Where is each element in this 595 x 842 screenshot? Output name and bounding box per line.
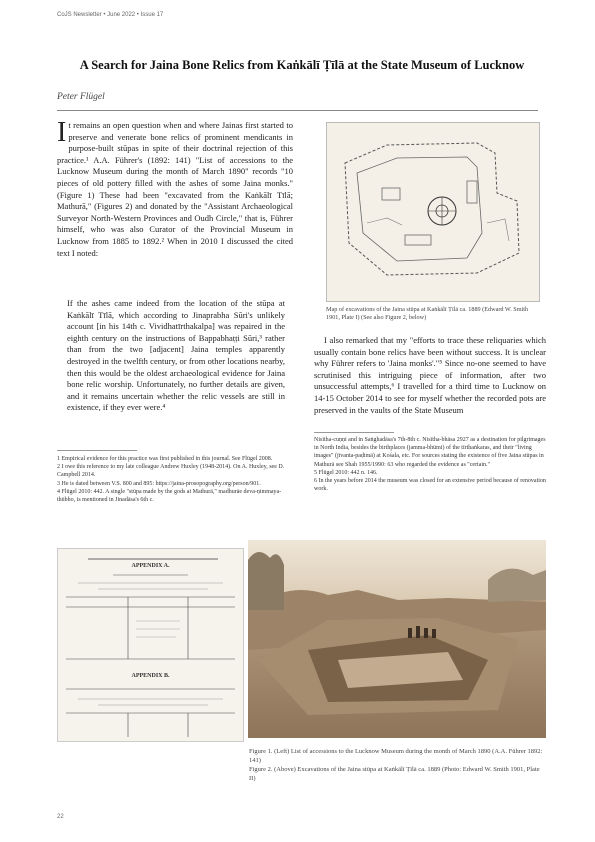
footnote-rule-left: [57, 450, 137, 451]
footnote-4-continued: Nisītha-cuṇṇi and in Saṅghadāsa's 7th-8th c. Nisītha-bhāsa 2927 as a destination for pilgrimages in North India, besides the birthplaces (jamma-bhūmi) of the tīrthaṅkaras, and their "living images" (jīvanta-paḍimā) at Kośala, etc. For sources stating the existence of five Jaina stūpas in Mathurā see Shah 1955/1990: 63 who regarded the evidence as "certain.": [314, 437, 546, 468]
body-column-right: [314, 335, 546, 416]
footnote-3: 3 He is dated between V.S. 800 and 895: https://jaina-prosopography.org/person/901.: [57, 480, 261, 487]
figure-captions: [249, 747, 545, 783]
excavation-photo: [248, 540, 546, 738]
footnote-6: 6 In the years before 2014 the museum was closed for an extensive period because of renovation work.: [314, 478, 546, 493]
appendix-a-heading: APPENDIX A.: [131, 563, 170, 569]
accessions-list-scan: [58, 549, 243, 741]
accessions-list-figure: [57, 548, 244, 742]
excavation-map-figure: [326, 122, 540, 302]
excavation-map-drawing: [327, 123, 539, 301]
footnote-4: 4 Flügel 2010: 442. A single "stūpa made by the gods at Mathurā," madhurāe deva-ṇimmaya-thūbho, is mentioned in Jinadāsa's 6th c.: [57, 488, 282, 504]
appendix-b-heading: APPENDIX B.: [131, 673, 170, 679]
footnote-rule-right: [314, 432, 394, 433]
footnote-5: 5 Flügel 2010: 442 n. 146.: [314, 469, 378, 476]
block-quote: If the ashes came indeed from the location of the stūpa at Kaṅkālī Tīlā, which according to Jinaprabha Sūri's unlikely account [in his 14th c. Vividhatīrthakalpa] was repaired in the eighth century on the instructions of Bappabhaṭṭi Sūri,³ rather than from the two [adjacent] Jaina temples apparently destroyed in the twelfth century, or from other locations nearby, then this would be the oldest archaeological evidence for Jaina bone relic worship. Unfortunately, no further details are given, and it remains uncertain whether the relic vessels are still in existence, if they ever were.⁴: [67, 298, 285, 413]
footnotes-right: [314, 436, 546, 493]
footnote-1: 1 Empirical evidence for this practice was first published in this journal. See Flügel 2008.: [57, 456, 273, 462]
figure-1-caption: Figure 1. (Left) List of accessions to the Lucknow Museum during the month of March 1890 (A.A. Führer 1892: 141): [249, 748, 543, 764]
title-rule: [57, 110, 538, 111]
footnote-2: 2 I owe this reference to my late colleague Andrew Huxley (1948-2014). On A. Huxley, see D. Campbell 2014.: [57, 464, 285, 479]
figure-2-caption: Figure 2. (Above) Excavations of the Jaina stūpa at Kaṅkālī Ṭīlā ca. 1889 (Photo: Edward W. Smith 1901, Plate II): [249, 766, 540, 782]
excavation-photo-image: [248, 540, 546, 738]
author-name: Peter Flügel: [57, 92, 105, 102]
running-header: CoJS Newsletter • June 2022 • Issue 17: [57, 12, 164, 18]
article-title: A Search for Jaina Bone Relics from Kaṅkālī Ṭīlā at the State Museum of Lucknow: [79, 58, 525, 72]
footnotes-left: [57, 455, 293, 504]
body-column-left: [57, 117, 293, 259]
body-paragraph-2: I also remarked that my "efforts to trace these reliquaries which usually contain bone relics have been without success. It is unclear why Führer refers to 'Jaina monks'."⁵ Since no-one seemed to have scrutinised this intriguing piece of information, after two unsuccessful attempts,⁶ I travelled for a third time to Lucknow on 14-15 October 2014 to see for myself whether the recorded pots are preserved in the vaults of the State Museum: [314, 335, 546, 415]
map-caption: Map of excavations of the Jaina stūpa at Kaṅkālī Ṭīlā ca. 1889 (Edward W. Smith 1901, Plate I) (See also Figure 2, below): [326, 306, 529, 322]
drop-cap: I: [57, 117, 67, 148]
page-number: 22: [57, 814, 64, 820]
body-paragraph-1: t remains an open question when and where Jainas first started to preserve and venerate bone relics of prominent mendicants in purpose-built stūpas in spite of their doctrinal rejection of this practice.¹ A.A. Führer's (1892: 141) "List of accessions to the Lucknow Museum during the month of March 1890" records "10 pieces of old pottery filled with the ashes of some Jaina monks." (Figure 1) These had been "excavated from the Kaṅkālī Tīlā; Mathurā," (Figures 2) and donated by the "Assistant Archaeological Surveyor North-Western Provinces and Oudh Circle," that is, Führer himself, who was also Curator of the Provincial Museum in Lucknow from 1885 to 1892.² When in 2010 I discussed the cited text I noted:: [57, 120, 293, 258]
